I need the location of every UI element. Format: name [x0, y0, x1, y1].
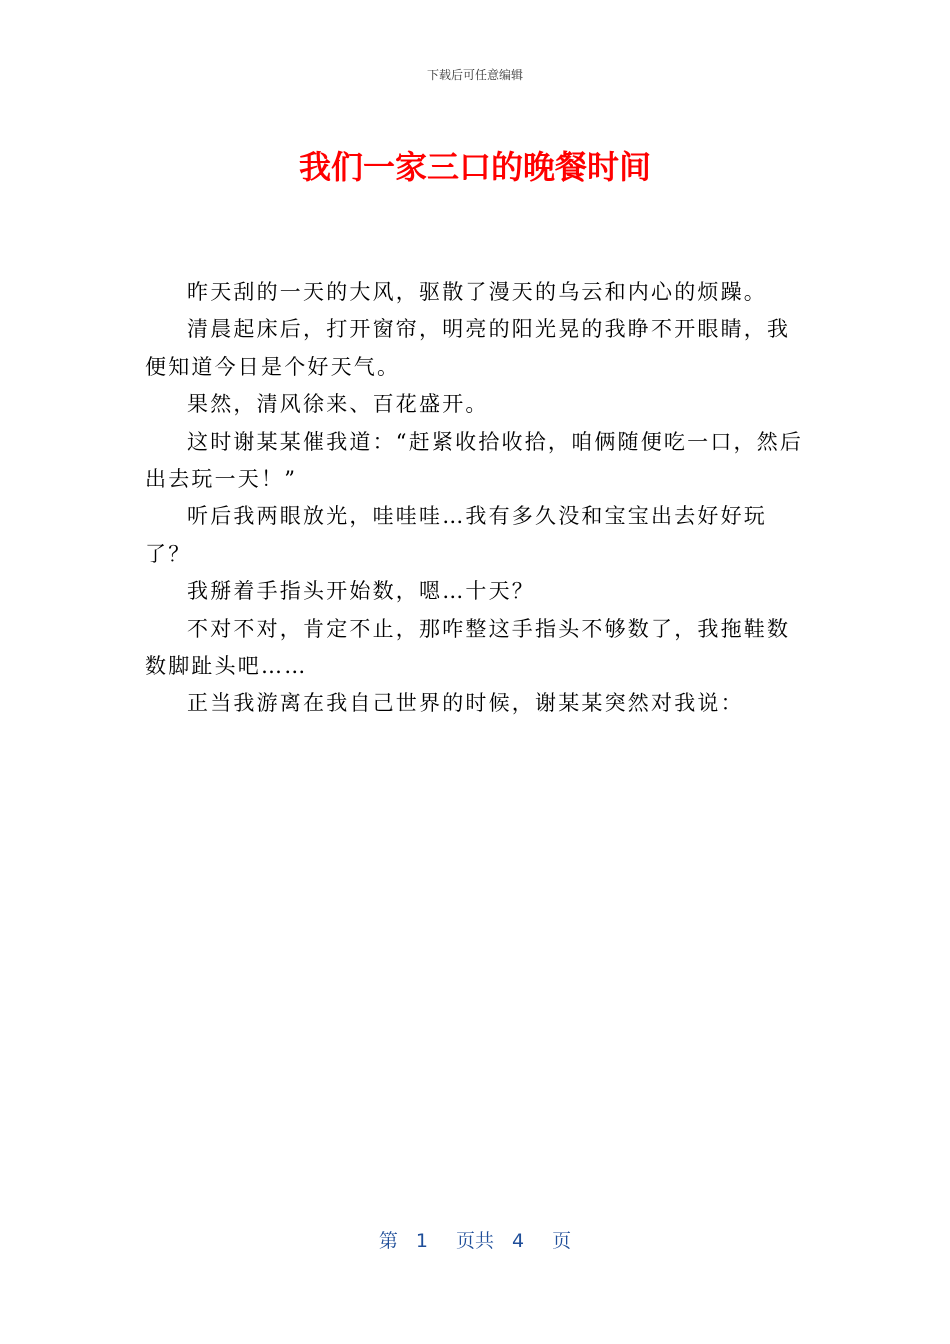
paragraph: 不对不对，肯定不止，那咋整这手指头不够数了，我拖鞋数数脚趾头吧…… — [145, 616, 791, 679]
paragraph: 果然，清风徐来、百花盛开。 — [187, 392, 489, 417]
document-body — [145, 274, 805, 723]
total-pages-number: 4 — [512, 1230, 525, 1252]
page-label-mid: 页共 — [455, 1230, 494, 1252]
paragraph: 我掰着手指头开始数，嗯…十天？ — [187, 579, 535, 604]
paragraph: 正当我游离在我自己世界的时候，谢某某突然对我说： — [187, 691, 744, 716]
page-header-note: 下载后可任意编辑 — [426, 68, 523, 82]
paragraph: 清晨起床后，打开窗帘，明亮的阳光晃的我睁不开眼睛，我便知道今日是个好天气。 — [145, 317, 791, 379]
paragraph: 昨天刮的一天的大风，驱散了漫天的乌云和内心的烦躁。 — [187, 280, 767, 304]
page-footer — [0, 1226, 950, 1253]
current-page-number: 1 — [415, 1230, 428, 1252]
page-label-suffix: 页 — [552, 1230, 572, 1252]
paragraph: 听后我两眼放光，哇哇哇…我有多久没和宝宝出去好好玩了？ — [145, 504, 767, 566]
page-label-prefix: 第 — [378, 1230, 398, 1252]
document-title: 我们一家三口的晚餐时间 — [298, 148, 651, 186]
paragraph: 这时谢某某催我道：“赶紧收拾收拾，咱俩随便吃一口，然后出去玩一天！” — [145, 429, 804, 492]
